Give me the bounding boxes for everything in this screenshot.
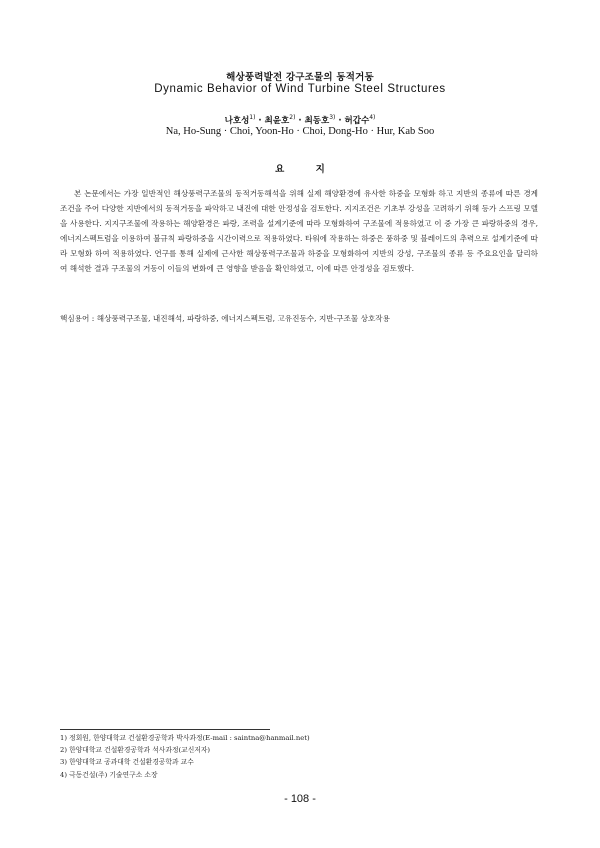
title-korean: 해상풍력발전 강구조물의 동적거동 [226,72,374,83]
footnote: 4) 극동건설(주) 기술연구소 소장 [60,770,158,779]
keywords-list: 해상풍력구조물, 내진해석, 파랑하중, 에너지스펙트럼, 고유진동수, 지반-구조물 상호작용 [96,314,390,323]
page-number: - 108 - [284,793,316,805]
author-name: 허갑수 [344,116,370,126]
author-name: 나호성 [224,116,250,126]
footnotes [60,732,538,781]
keywords [60,313,538,325]
footnote: 3) 한양대학교 공과대학 건설환경공학과 교수 [60,758,194,767]
author-footnote-mark: 3) [329,114,336,122]
footnote: 1) 정회원, 한양대학교 건설환경공학과 박사과정(E-mail : saintna@hanmail.net) [60,734,310,742]
author-footnote-mark: 4) [369,114,376,122]
author-separator: · [295,116,305,126]
authors-korean [0,114,600,126]
footnote: 2) 한양대학교 건설환경공학과 석사과정(교신저자) [60,746,211,755]
authors-english: Na, Ho-Sung · Choi, Yoon-Ho · Choi, Dong-Ho · Hur, Kab Soo [165,126,435,137]
footnote-divider [60,729,270,730]
author-name: 최동호 [304,116,330,126]
abstract-heading: 요 지 [275,164,339,175]
keywords-label: 핵심용어 : [60,314,95,323]
author-name: 최윤호 [264,116,290,126]
author-footnote-mark: 2) [289,114,296,122]
author-separator: · [255,116,265,126]
title-english: Dynamic Behavior of Wind Turbine Steel Structures [154,83,446,95]
author-footnote-mark: 1) [249,114,256,122]
author-separator: · [335,116,345,126]
abstract-body: 본 논문에서는 가장 일반적인 해상풍력구조물의 동적거동해석을 위해 실제 해양환경에 유사한 하중을 모형화 하고 지반의 종류에 따른 경계조건을 주어 다양한 지반에서의 동적거동을 파악하고 내진에 대한 안정성을 검토한다. 지지조건은 기초부 강성을 고려하기 위해 등가 스프링 모델을 사용한다. 지지구조물에 작용하는 해양환경은 파랑, 조력을 설계기준에 따라 모형화하여 구조물에 적용하였고 이 중 가장 큰 파랑하중의 경우, 에너지스펙트럼을 이용하여 불규칙 파랑하중을 시간이력으로 적용하였다. 타워에 작용하는 하중은 풍하중 및 블레이드의 추력으로 설계기준에 따라 모형화 하여 적용하였다. 연구를 통해 실제에 근사한 해상풍력구조물과 하중을 모형화하여 지반의 강성, 구조물의 종류 등 주요요인을 달리하여 해석한 결과 구조물의 거동이 이들의 변화에 큰 영향을 받음을 확인하였고, 이에 따른 안정성을 검토했다. [60,189,538,274]
